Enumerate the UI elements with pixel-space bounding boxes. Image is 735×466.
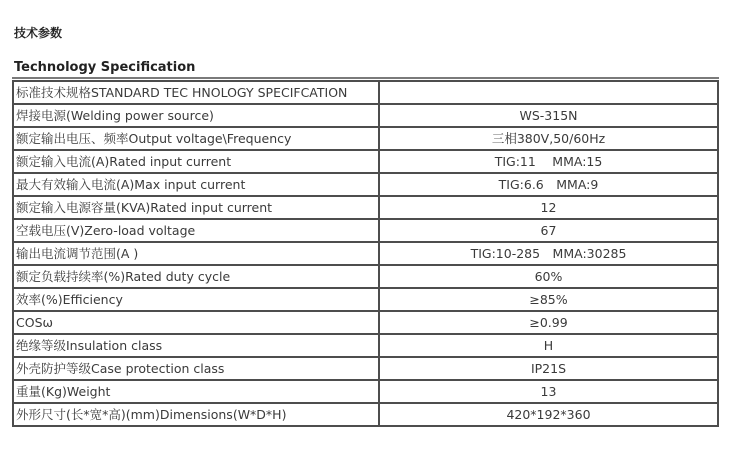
table-row: [13, 150, 718, 173]
table-row: [13, 334, 718, 357]
spec-value: ≥0.99: [379, 311, 718, 334]
heading-chinese: 技术参数: [14, 26, 63, 40]
heading-english: Technology Specification: [14, 60, 196, 75]
spec-value: 67: [379, 219, 718, 242]
spec-label: 重量(Kg)Weight: [13, 380, 379, 403]
spec-label: COSω: [13, 311, 379, 334]
spec-value: TIG:6.6 MMA:9: [379, 173, 718, 196]
spec-value: 60%: [379, 265, 718, 288]
spec-label: 外壳防护等级Case protection class: [13, 357, 379, 380]
table-row: [13, 288, 718, 311]
table-row: [13, 196, 718, 219]
spec-label: 额定输出电压、频率Output voltage\Frequency: [13, 127, 379, 150]
spec-value: [379, 81, 718, 104]
spec-value: H: [379, 334, 718, 357]
spec-label: 额定输入电流(A)Rated input current: [13, 150, 379, 173]
spec-value: 三相380V,50/60Hz: [379, 127, 718, 150]
spec-label: 最大有效输入电流(A)Max input current: [13, 173, 379, 196]
spec-value: IP21S: [379, 357, 718, 380]
heading-divider: [12, 77, 719, 79]
specification-table: [12, 80, 719, 427]
spec-label: 效率(%)Efficiency: [13, 288, 379, 311]
table-row: [13, 104, 718, 127]
table-row: [13, 403, 718, 426]
table-row: [13, 311, 718, 334]
spec-label: 额定负载持续率(%)Rated duty cycle: [13, 265, 379, 288]
spec-value: 420*192*360: [379, 403, 718, 426]
spec-label: 额定输入电源容量(KVA)Rated input current: [13, 196, 379, 219]
spec-label: 标准技术规格STANDARD TEC HNOLOGY SPECIFCATION: [13, 81, 379, 104]
table-row: [13, 127, 718, 150]
spec-value: WS-315N: [379, 104, 718, 127]
table-row: [13, 173, 718, 196]
table-row: [13, 265, 718, 288]
spec-label: 外形尺寸(长*宽*高)(mm)Dimensions(W*D*H): [13, 403, 379, 426]
spec-label: 焊接电源(Welding power source): [13, 104, 379, 127]
table-row: [13, 242, 718, 265]
spec-value: TIG:11 MMA:15: [379, 150, 718, 173]
spec-value: 12: [379, 196, 718, 219]
table-row: [13, 380, 718, 403]
spec-value: ≥85%: [379, 288, 718, 311]
spec-label: 输出电流调节范围(A ): [13, 242, 379, 265]
table-row: [13, 81, 718, 104]
spec-value: TIG:10-285 MMA:30285: [379, 242, 718, 265]
spec-label: 绝缘等级Insulation class: [13, 334, 379, 357]
table-row: [13, 357, 718, 380]
table-row: [13, 219, 718, 242]
spec-value: 13: [379, 380, 718, 403]
spec-label: 空载电压(V)Zero-load voltage: [13, 219, 379, 242]
